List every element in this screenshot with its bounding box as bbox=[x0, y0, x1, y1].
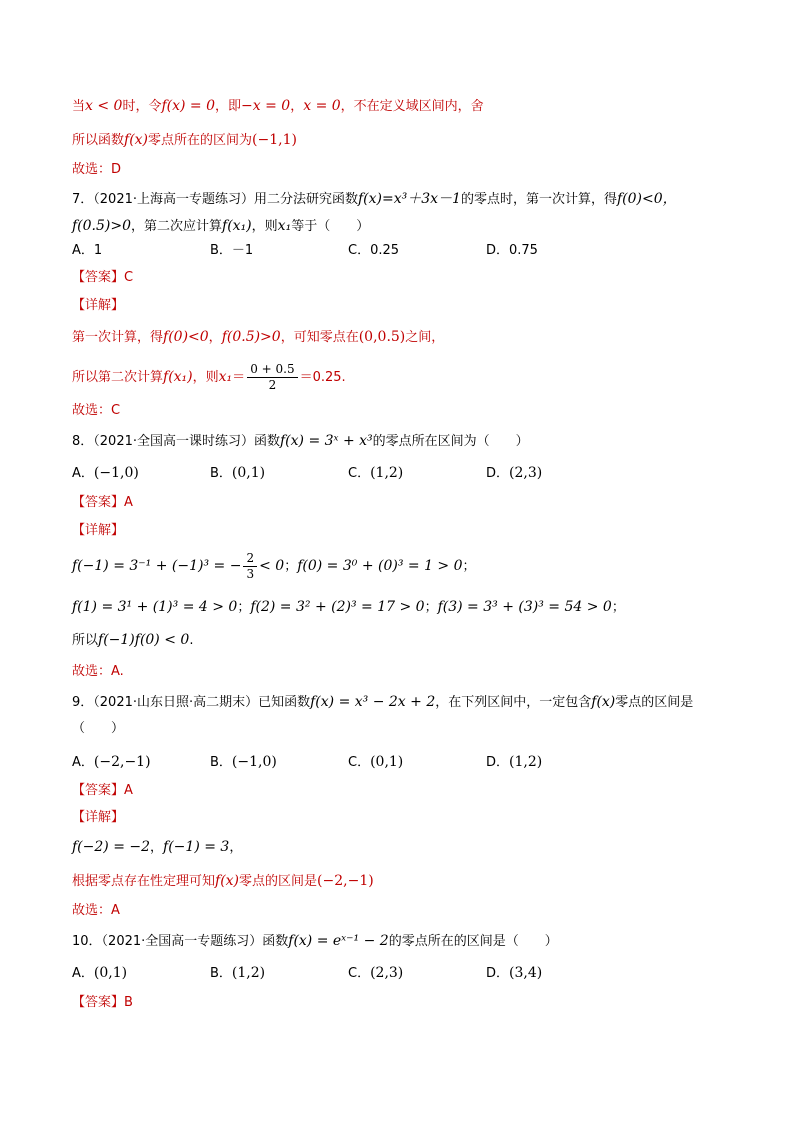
math-function: f(x) bbox=[124, 132, 149, 148]
question-9-choose: 故选：A bbox=[72, 903, 120, 918]
question-9-detail-label: 【详解】 bbox=[72, 810, 125, 825]
math-equation: −x = 0 bbox=[241, 98, 291, 114]
fraction-denominator: 3 bbox=[246, 567, 255, 581]
question-8-option-b[interactable] bbox=[210, 463, 265, 484]
option-interval: (−1,0) bbox=[231, 754, 277, 770]
text: 零点的区间是 bbox=[239, 874, 318, 889]
text: ，第二次应计算 bbox=[131, 219, 223, 234]
fraction bbox=[247, 362, 297, 393]
text: ，则 bbox=[192, 370, 219, 385]
text: ，则 bbox=[251, 219, 278, 234]
math-expression: f(−2) = −2 bbox=[72, 839, 151, 855]
math-function: f(x) = eˣ⁻¹ − 2 bbox=[288, 933, 389, 949]
question-8-solution-line2 bbox=[72, 597, 625, 618]
question-8-answer: 【答案】A bbox=[72, 495, 133, 510]
math-function: f(x) = 3ˣ + x³ bbox=[280, 433, 373, 449]
text: ，即 bbox=[215, 99, 242, 114]
text: 10．（2021·全国高一专题练习）函数 bbox=[72, 934, 289, 949]
fraction-numerator: 2 bbox=[243, 551, 257, 567]
text: ； bbox=[611, 600, 625, 615]
text: 零点所在的区间为 bbox=[148, 133, 253, 148]
option-interval: (2,3) bbox=[370, 965, 404, 981]
text: ，不在定义域区间内，舍 bbox=[340, 99, 484, 114]
math-expression: f(−1) = 3⁻¹ + (−1)³ = − bbox=[72, 558, 242, 574]
question-8-option-c[interactable] bbox=[348, 463, 403, 484]
question-7-stem-line1 bbox=[72, 189, 677, 210]
math-equation: x = 0 bbox=[303, 98, 341, 114]
math-variable: x₁ bbox=[277, 218, 292, 234]
text: ， bbox=[229, 840, 243, 855]
question-9-solution-line1 bbox=[72, 837, 242, 858]
option-label: B． bbox=[210, 466, 232, 481]
question-7-option-b[interactable]: B．－1 bbox=[210, 243, 254, 258]
question-9-option-d[interactable] bbox=[486, 752, 542, 773]
text: ； bbox=[462, 559, 476, 574]
text: 所以 bbox=[72, 633, 99, 648]
question-10-stem bbox=[72, 931, 558, 952]
text: 等于（ ） bbox=[291, 219, 370, 234]
question-7-solution-line1 bbox=[72, 327, 444, 348]
option-label: A． bbox=[72, 966, 94, 981]
text: ； bbox=[284, 559, 298, 574]
option-interval: (0,1) bbox=[93, 965, 128, 981]
text: 当 bbox=[72, 99, 86, 114]
option-interval: (0,1) bbox=[370, 754, 404, 770]
math-expression: f(1) = 3¹ + (1)³ = 4 > 0 bbox=[72, 599, 238, 615]
option-label: C． bbox=[348, 966, 371, 981]
question-10-option-d[interactable] bbox=[486, 963, 542, 984]
math-function: f(x)=x³＋3x－1 bbox=[358, 191, 461, 207]
text: . bbox=[189, 633, 194, 648]
text: ，可知零点在 bbox=[280, 330, 359, 345]
text: 7．（2021·上海高一专题练习）用二分法研究函数 bbox=[72, 192, 358, 207]
option-label: D． bbox=[486, 966, 510, 981]
solution-line-x-negative bbox=[72, 96, 484, 117]
question-7-answer: 【答案】C bbox=[72, 270, 134, 285]
question-9-stem-line2: （ ） bbox=[72, 721, 125, 736]
math-function: f(x) bbox=[215, 873, 240, 889]
question-10-option-c[interactable] bbox=[348, 963, 403, 984]
math-expression: f(2) = 3² + (2)³ = 17 > 0 bbox=[250, 599, 425, 615]
text: 的零点时，第一次计算，得 bbox=[460, 192, 617, 207]
text: 的零点所在的区间是（ ） bbox=[388, 934, 558, 949]
math-condition: f(0.5)>0 bbox=[221, 329, 281, 345]
question-9-stem-line1 bbox=[72, 692, 693, 713]
option-interval: (−2,−1) bbox=[93, 754, 151, 770]
math-function: f(x) = x³ − 2x + 2 bbox=[310, 694, 436, 710]
text: 8．（2021·全国高一课时练习）函数 bbox=[72, 434, 280, 449]
math-function: f(x₁) bbox=[163, 369, 193, 385]
text: ，在下列区间中，一定包含 bbox=[435, 695, 592, 710]
math-variable: x₁ bbox=[218, 369, 233, 385]
option-label: D． bbox=[486, 466, 510, 481]
fraction-denominator: 2 bbox=[268, 378, 277, 392]
text: ； bbox=[237, 600, 251, 615]
option-label: C． bbox=[348, 755, 371, 770]
question-8-option-a[interactable] bbox=[72, 463, 139, 484]
math-condition: f(0)<0 bbox=[163, 329, 209, 345]
option-interval: (1,2) bbox=[231, 965, 266, 981]
option-label: B． bbox=[210, 966, 232, 981]
question-7-detail-label: 【详解】 bbox=[72, 298, 125, 313]
math-condition: f(0)<0， bbox=[616, 191, 677, 207]
fraction bbox=[243, 551, 257, 582]
question-8-choose: 故选：A. bbox=[72, 664, 124, 679]
math-interval: (−1,1) bbox=[252, 132, 297, 148]
option-interval: (−1,0) bbox=[93, 465, 139, 481]
question-9-option-a[interactable] bbox=[72, 752, 151, 773]
text: ； bbox=[424, 600, 438, 615]
text: 时，令 bbox=[122, 99, 162, 114]
question-7-option-d[interactable]: D．0.75 bbox=[486, 243, 538, 258]
question-8-solution-line1 bbox=[72, 548, 476, 585]
math-interval: (−2,−1) bbox=[317, 873, 374, 889]
question-7-solution-line2 bbox=[72, 359, 346, 396]
option-interval: (2,3) bbox=[509, 465, 543, 481]
text: 第一次计算，得 bbox=[72, 330, 164, 345]
question-7-option-a[interactable]: A．1 bbox=[72, 243, 103, 258]
question-7-choose: 故选：C bbox=[72, 403, 121, 418]
option-label: D． bbox=[486, 755, 510, 770]
text: ， bbox=[208, 330, 222, 345]
option-interval: (0,1) bbox=[231, 465, 266, 481]
question-9-answer: 【答案】A bbox=[72, 783, 133, 798]
math-interval: (0,0.5) bbox=[358, 329, 406, 345]
question-7-stem-line2 bbox=[72, 216, 369, 237]
math-expression: f(3) = 3³ + (3)³ = 54 > 0 bbox=[437, 599, 612, 615]
text: 9．（2021·山东日照·高二期末）已知函数 bbox=[72, 695, 311, 710]
math-function: f(x₁) bbox=[222, 218, 252, 234]
fraction-numerator: 0 + 0.5 bbox=[247, 362, 297, 378]
math-condition: f(0.5)>0 bbox=[72, 218, 132, 234]
text: ， bbox=[150, 840, 164, 855]
math-expression: f(0) = 3⁰ + (0)³ = 1 > 0 bbox=[297, 558, 463, 574]
solution-line-interval bbox=[72, 130, 297, 151]
math-expression: f(−1)f(0) < 0 bbox=[98, 632, 190, 648]
question-9-option-b[interactable] bbox=[210, 752, 277, 773]
math-function: f(x) bbox=[591, 694, 616, 710]
question-10-option-a[interactable] bbox=[72, 963, 127, 984]
option-interval: (1,2) bbox=[509, 754, 543, 770]
question-10-option-b[interactable] bbox=[210, 963, 265, 984]
question-8-stem bbox=[72, 431, 529, 452]
text: ， bbox=[290, 99, 304, 114]
math-expression: < 0 bbox=[259, 558, 285, 574]
option-label: A． bbox=[72, 466, 94, 481]
math-expression: f(−1) = 3 bbox=[163, 839, 230, 855]
question-8-option-d[interactable] bbox=[486, 463, 542, 484]
text: 所以第二次计算 bbox=[72, 370, 164, 385]
choose-line: 故选：D bbox=[72, 162, 122, 177]
text: 的零点所在区间为（ ） bbox=[372, 434, 529, 449]
question-10-answer: 【答案】B bbox=[72, 995, 133, 1010]
math-inequality: x < 0 bbox=[85, 98, 123, 114]
question-9-solution-line2 bbox=[72, 871, 374, 892]
option-label: A． bbox=[72, 755, 94, 770]
option-interval: (3,4) bbox=[509, 965, 543, 981]
question-8-solution-line3 bbox=[72, 630, 193, 651]
question-9-option-c[interactable] bbox=[348, 752, 403, 773]
question-7-option-c[interactable]: C．0.25 bbox=[348, 243, 400, 258]
text: 之间， bbox=[405, 330, 445, 345]
math-equation: f(x) = 0 bbox=[161, 98, 216, 114]
text: 根据零点存在性定理可知 bbox=[72, 874, 216, 889]
option-label: B． bbox=[210, 755, 232, 770]
text: ＝0.25. bbox=[299, 370, 346, 385]
option-label: C． bbox=[348, 466, 371, 481]
option-interval: (1,2) bbox=[370, 465, 404, 481]
text: ＝ bbox=[232, 370, 246, 385]
text: 所以函数 bbox=[72, 133, 125, 148]
text: 零点的区间是 bbox=[615, 695, 694, 710]
question-8-detail-label: 【详解】 bbox=[72, 523, 125, 538]
